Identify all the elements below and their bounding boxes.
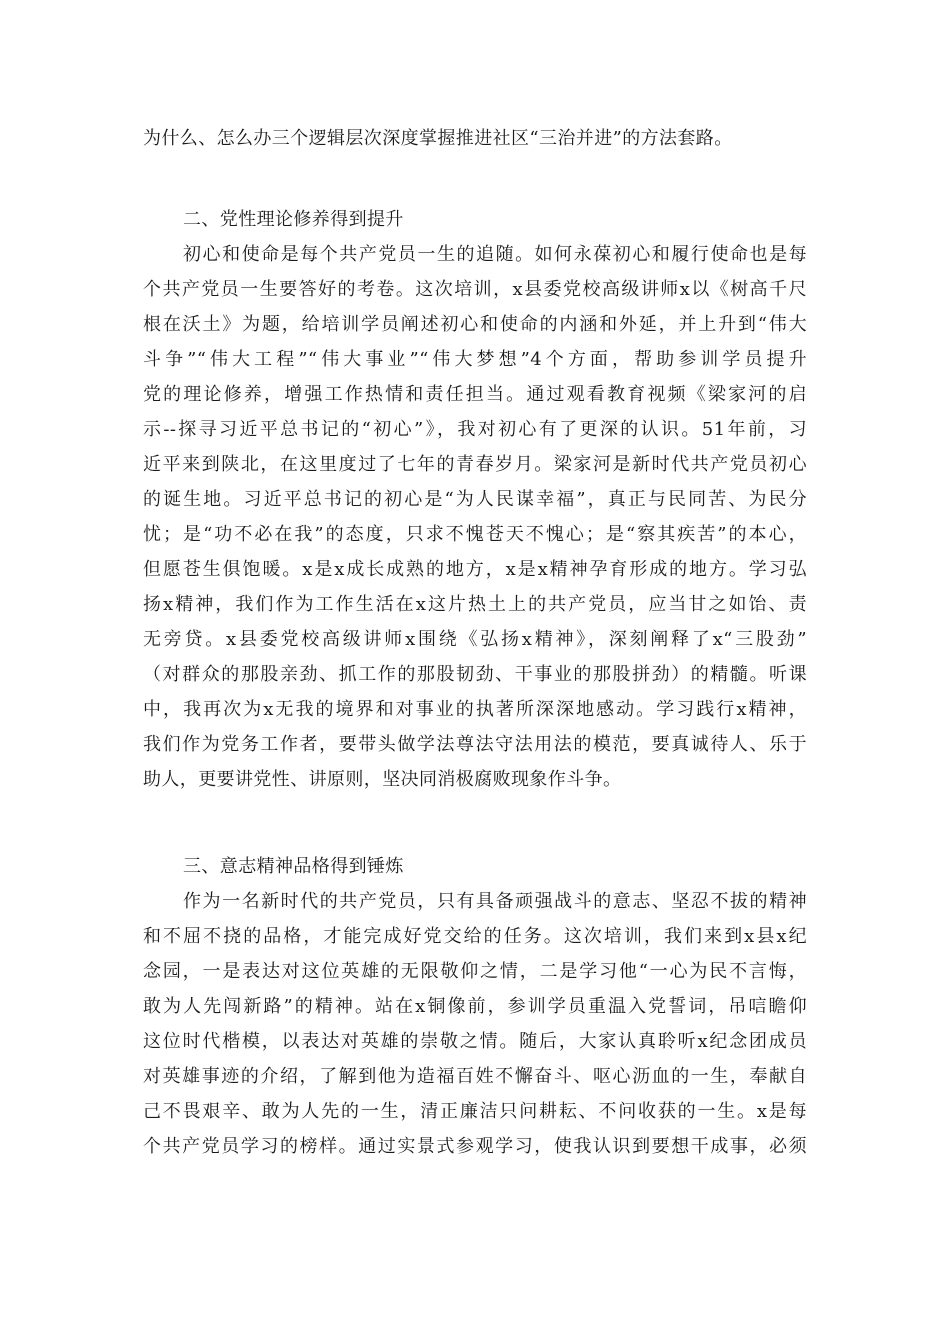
paragraph-line: （对群众的那股亲劲、抓工作的那股韧劲、干事业的那股拼劲）的精髓。听课 [143,664,807,685]
paragraph-line: 对英雄事迹的介绍，了解到他为造福百姓不懈奋斗、呕心沥血的一生，奉献自 [143,1066,807,1087]
paragraph-line: 我们作为党务工作者，要带头做学法尊法守法用法的模范，要真诚待人、乐于 [143,734,807,755]
paragraph-line: 敢为人先闯新路”的精神。站在x铜像前，参训学员重温入党誓词，吊唁瞻仰 [143,996,807,1017]
paragraph-line: 初心和使命是每个共产党员一生的追随。如何永葆初心和履行使命也是每 [183,244,807,265]
paragraph-line: 个共产党员一生要答好的考卷。这次培训，x县委党校高级讲师x以《树高千尺 [143,279,807,300]
paragraph-line: 和不屈不挠的品格，才能完成好党交给的任务。这次培训，我们来到x县x纪 [143,926,807,947]
paragraph-line: 作为一名新时代的共产党员，只有具备顽强战斗的意志、坚忍不拔的精神 [183,891,807,912]
section-3-paragraph [143,884,807,1164]
intro-line: 为什么、怎么办三个逻辑层次深度掌握推进社区“三治并进”的方法套路。 [143,128,733,149]
section-2-paragraph [143,237,807,797]
paragraph-line: 根在沃土》为题，给培训学员阐述初心和使命的内涵和外延，并上升到“伟大 [143,314,807,335]
paragraph-line: 助人，更要讲党性、讲原则，坚决同消极腐败现象作斗争。 [143,769,622,790]
paragraph-line: 这位时代楷模，以表达对英雄的崇敬之情。随后，大家认真聆听x纪念团成员 [143,1031,807,1052]
paragraph-line: 无旁贷。x县委党校高级讲师x围绕《弘扬x精神》，深刻阐释了x“三股劲” [143,629,807,650]
paragraph-line: 斗争”“伟大工程”“伟大事业”“伟大梦想”4个方面，帮助参训学员提升 [143,349,807,370]
section-heading-2: 二、党性理论修养得到提升 [183,209,404,230]
paragraph-line: 念园，一是表达对这位英雄的无限敬仰之情，二是学习他“一心为民不言悔， [143,961,807,982]
section-heading-3: 三、意志精神品格得到锤炼 [183,856,404,877]
paragraph-line: 的诞生地。习近平总书记的初心是“为人民谋幸福”，真正与民同苦、为民分 [143,489,807,510]
paragraph-line: 示--探寻习近平总书记的“初心”》，我对初心有了更深的认识。51年前，习 [143,419,807,440]
paragraph-gap [143,797,807,849]
paragraph-line: 近平来到陕北，在这里度过了七年的青春岁月。梁家河是新时代共产党员初心 [143,454,807,475]
document-body [143,121,807,1164]
paragraph-line: 己不畏艰辛、敢为人先的一生，清正廉洁只问耕耘、不问收获的一生。x是每 [143,1101,807,1122]
paragraph-line: 个共产党员学习的榜样。通过实景式参观学习，使我认识到要想干成事，必须 [143,1136,807,1157]
paragraph-line: 扬x精神，我们作为工作生活在x这片热土上的共产党员，应当甘之如饴、责 [143,594,807,615]
paragraph-line: 中，我再次为x无我的境界和对事业的执著所深深地感动。学习践行x精神， [143,699,807,720]
paragraph-gap [143,156,807,202]
paragraph-line: 党的理论修养，增强工作热情和责任担当。通过观看教育视频《梁家河的启 [143,384,807,405]
paragraph-line: 忧；是“功不必在我”的态度，只求不愧苍天不愧心；是“察其疾苦”的本心， [143,524,807,545]
paragraph-line: 但愿苍生俱饱暖。x是x成长成熟的地方，x是x精神孕育形成的地方。学习弘 [143,559,807,580]
